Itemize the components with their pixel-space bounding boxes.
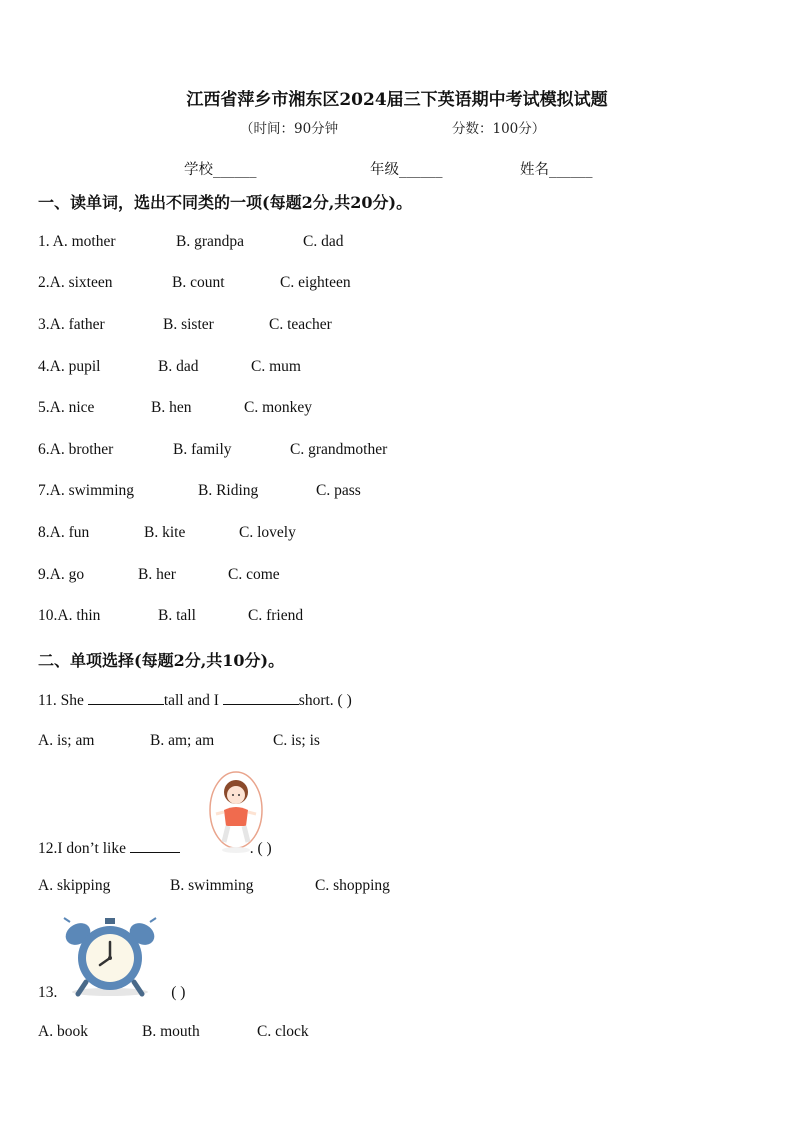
option-text: C. friend <box>248 607 304 624</box>
grade-label: 年级 <box>370 162 399 178</box>
option-text: C. lovely <box>239 524 296 541</box>
option-text: 2.A. sixteen <box>38 274 113 291</box>
question-row <box>38 233 343 251</box>
option-text: tall and I <box>163 692 219 709</box>
option-text: 13. <box>38 984 58 1001</box>
answer-blank[interactable] <box>223 690 299 705</box>
option-text: C. clock <box>257 1023 309 1040</box>
answer-blank[interactable] <box>130 838 180 853</box>
question-row <box>38 524 296 542</box>
question-row <box>38 358 301 376</box>
option-text: 10.A. thin <box>38 607 101 624</box>
option-text: C. shopping <box>315 877 390 894</box>
question-row <box>38 877 390 895</box>
option-text: 6.A. brother <box>38 441 114 458</box>
option-text: 1. A. mother <box>38 233 116 250</box>
option-text: B. her <box>138 566 176 583</box>
question-row <box>38 316 332 334</box>
option-text: B. swimming <box>170 877 254 894</box>
option-text: B. kite <box>144 524 186 541</box>
option-text: 9.A. go <box>38 566 85 583</box>
option-text: B. am; am <box>150 732 215 749</box>
option-text: 4.A. pupil <box>38 358 101 375</box>
name-field <box>520 158 593 179</box>
question-11 <box>38 690 352 710</box>
option-text: B. hen <box>151 399 192 416</box>
option-text: ( ) <box>171 984 186 1001</box>
option-text: 8.A. fun <box>38 524 90 541</box>
option-text: B. grandpa <box>176 233 245 250</box>
option-text: B. sister <box>163 316 214 333</box>
option-text: 11. She <box>38 692 84 709</box>
option-text: B. count <box>172 274 225 291</box>
option-text: B. tall <box>158 607 196 624</box>
option-text: 3.A. father <box>38 316 105 333</box>
question-row <box>38 441 387 459</box>
question-row <box>38 607 303 625</box>
question-row <box>38 732 320 750</box>
school-field <box>184 158 257 179</box>
school-blank: ______ <box>213 162 257 178</box>
option-text: A. is; am <box>38 732 95 749</box>
option-text: B. dad <box>158 358 199 375</box>
option-text: C. is; is <box>273 732 320 749</box>
answer-blank[interactable] <box>88 690 164 705</box>
option-text: C. mum <box>251 358 301 375</box>
section2-heading: 二、单项选择(每题2分,共10分)。 <box>38 651 285 670</box>
grade-blank: ______ <box>399 162 443 178</box>
option-text: C. eighteen <box>280 274 351 291</box>
option-text: C. teacher <box>269 316 332 333</box>
name-label: 姓名 <box>520 162 549 178</box>
grade-field <box>370 158 443 179</box>
question-row <box>38 399 312 417</box>
option-text: C. dad <box>303 233 344 250</box>
exam-score: 分数：100分） <box>452 121 546 137</box>
option-text: A. skipping <box>38 877 111 894</box>
option-text: short. ( ) <box>298 692 352 709</box>
option-text: C. monkey <box>244 399 313 416</box>
option-text: B. mouth <box>142 1023 200 1040</box>
section1-heading: 一、读单词，选出不同类的一项(每题2分,共20分)。 <box>38 193 413 212</box>
option-text: C. pass <box>316 482 361 499</box>
exam-time: （时间：90分钟 <box>240 121 339 137</box>
option-text: C. come <box>228 566 280 583</box>
name-blank: ______ <box>549 162 593 178</box>
option-text: C. grandmother <box>290 441 388 458</box>
question-row <box>38 482 361 500</box>
question-13 <box>38 984 185 1002</box>
question-row <box>38 566 280 584</box>
school-label: 学校 <box>184 162 213 178</box>
option-text: B. Riding <box>198 482 259 499</box>
option-text: 12.I don’t like <box>38 840 126 857</box>
question-row <box>38 1023 309 1041</box>
question-row <box>38 274 351 292</box>
page-title: 江西省萍乡市湘东区2024届三下英语期中考试模拟试题 <box>186 90 608 110</box>
option-text: 5.A. nice <box>38 399 95 416</box>
option-text: . ( ) <box>249 840 272 857</box>
option-text: B. family <box>173 441 232 458</box>
question-12 <box>38 838 272 858</box>
option-text: A. book <box>38 1023 88 1040</box>
option-text: 7.A. swimming <box>38 482 135 499</box>
